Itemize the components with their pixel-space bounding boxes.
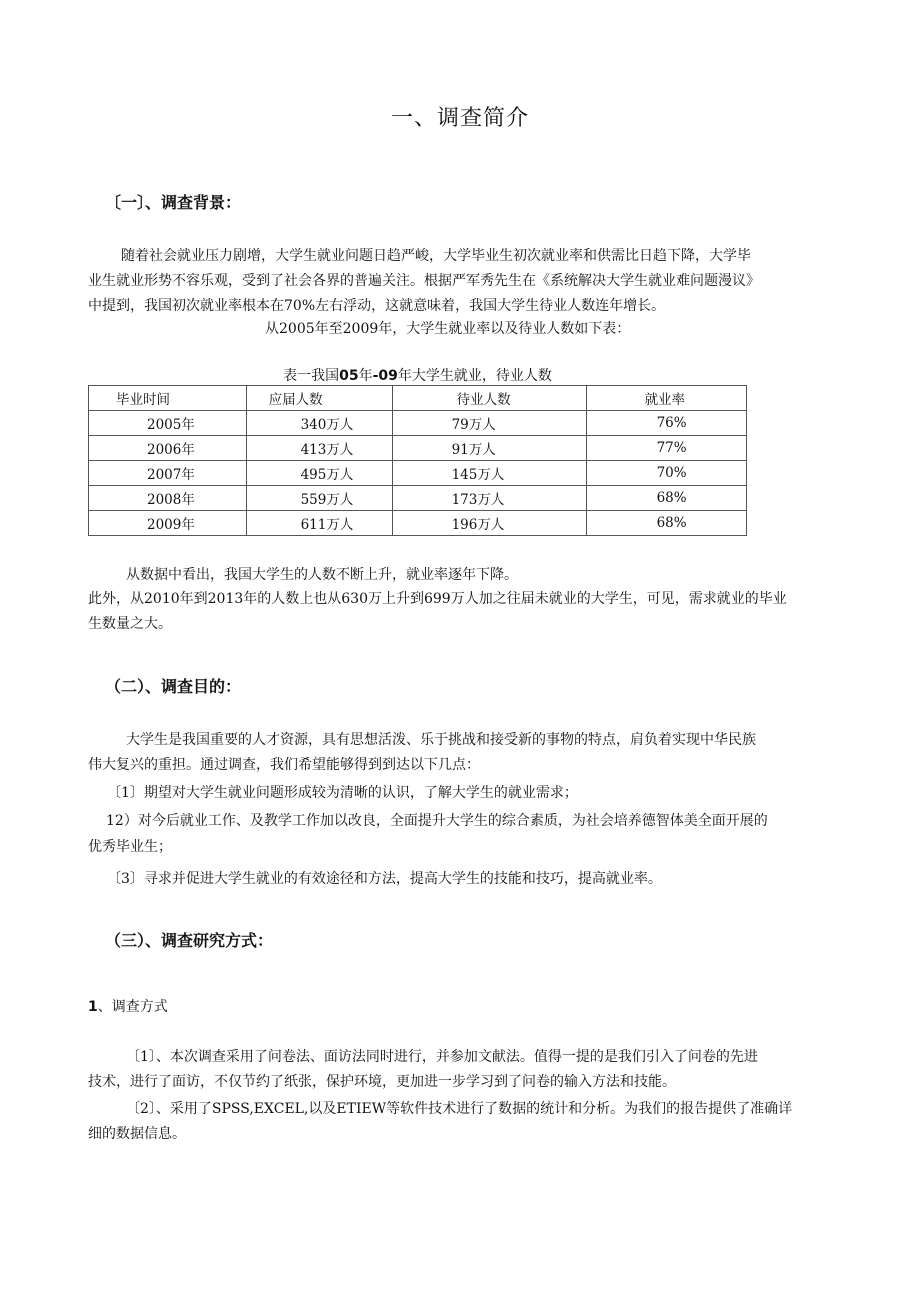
year-cell: 2007年 [89, 461, 247, 486]
data-observation-line: 从数据中看出，我国大学生的人数不断上升，就业率逐年下降。 [126, 567, 518, 583]
table-intro-line: 从2005年至2009年，大学生就业率以及待业人数如下表： [265, 321, 631, 337]
method-item-1-line-2: 技术，进行了面访，不仅节约了纸张，保护环境，更加进一步学习到了问卷的输入方法和技能。 [88, 1074, 676, 1090]
purpose-para-line-1: 大学生是我国重要的人才资源，具有思想活泼、乐于挑战和接受新的事物的特点，肩负着实现中华民族 [126, 732, 756, 748]
table-row [89, 436, 747, 461]
graduates-cell: 413万人 [246, 436, 392, 461]
rate-cell: 68% [586, 511, 746, 536]
rate-cell: 70% [586, 461, 746, 486]
table-row [89, 511, 747, 536]
background-para-line-1: 随着社会就业压力剧增，大学生就业问题日趋严峻，大学毕业生初次就业率和供需比日趋下降，大学毕 [121, 248, 751, 264]
unemployed-cell: 145万人 [392, 461, 586, 486]
section-heading-background: 〔一〕、调查背景： [105, 193, 242, 212]
page-title: 一、调查简介 [390, 106, 529, 131]
rate-cell: 76% [586, 411, 746, 436]
method-subheading-number: 1 [88, 999, 98, 1015]
employment-table [88, 385, 747, 536]
unemployed-cell: 91万人 [392, 436, 586, 461]
table-header-row [89, 386, 747, 411]
unemployed-cell: 173万人 [392, 486, 586, 511]
unemployed-cell: 79万人 [392, 411, 586, 436]
table-row [89, 486, 747, 511]
year-cell: 2008年 [89, 486, 247, 511]
additional-info-line-1: 此外，从2010年到2013年的人数上也从630万上升到699万人加之往届未就业的大学生，可见，需求就业的毕业 [88, 591, 787, 607]
method-item-1-line-1: 〔1〕、本次调查采用了问卷法、面访法同时进行，并参加文献法。值得一提的是我们引入了问卷的先进 [126, 1049, 758, 1065]
method-subheading [88, 994, 168, 1020]
table-caption: 表一我国05年-09年大学生就业，待业人数 [283, 368, 552, 384]
purpose-para-line-2: 伟大复兴的重担。通过调查，我们希望能够得到到达以下几点： [88, 757, 480, 773]
purpose-item-1: 〔1〕期望对大学生就业问题形成较为清晰的认识，了解大学生的就业需求； [107, 785, 578, 801]
header-cell: 待业人数 [392, 386, 586, 411]
year-cell: 2009年 [89, 511, 247, 536]
header-cell: 毕业时间 [89, 386, 247, 411]
background-para-line-2: 业生就业形势不容乐观，受到了社会各界的普遍关注。根据严军秀先生在《系统解决大学生就业难问题漫议》 [88, 273, 760, 289]
rate-cell: 68% [586, 486, 746, 511]
rate-cell: 77% [586, 436, 746, 461]
purpose-item-2-line-2: 优秀毕业生； [88, 839, 172, 855]
purpose-item-3: 〔3〕寻求并促进大学生就业的有效途径和方法，提高大学生的技能和技巧，提高就业率。 [107, 871, 662, 887]
header-cell: 就业率 [586, 386, 746, 411]
section-heading-method: （三）、调查研究方式： [105, 931, 274, 950]
additional-info-line-2: 生数量之大。 [88, 616, 172, 632]
graduates-cell: 340万人 [246, 411, 392, 436]
year-cell: 2006年 [89, 436, 247, 461]
graduates-cell: 495万人 [246, 461, 392, 486]
year-cell: 2005年 [89, 411, 247, 436]
unemployed-cell: 196万人 [392, 511, 586, 536]
method-item-2-line-1: 〔2〕、采用了SPSS,EXCEL,以及ETIEW等软件技术进行了数据的统计和分析。为我们的报告提供了准确详 [126, 1101, 793, 1117]
table-row [89, 461, 747, 486]
graduates-cell: 611万人 [246, 511, 392, 536]
background-para-line-3: 中提到，我国初次就业率根本在70%左右浮动，这就意味着，我国大学生待业人数连年增长。 [88, 298, 666, 314]
method-item-2-line-2: 细的数据信息。 [88, 1126, 186, 1142]
purpose-item-2-line-1: 12）对今后就业工作、及教学工作加以改良，全面提升大学生的综合素质，为社会培养德智体美全面开展的 [106, 813, 768, 829]
graduates-cell: 559万人 [246, 486, 392, 511]
header-cell: 应届人数 [246, 386, 392, 411]
method-subheading-text: 、调查方式 [97, 999, 168, 1015]
table-row [89, 411, 747, 436]
section-heading-purpose: （二）、调查目的： [105, 677, 242, 696]
